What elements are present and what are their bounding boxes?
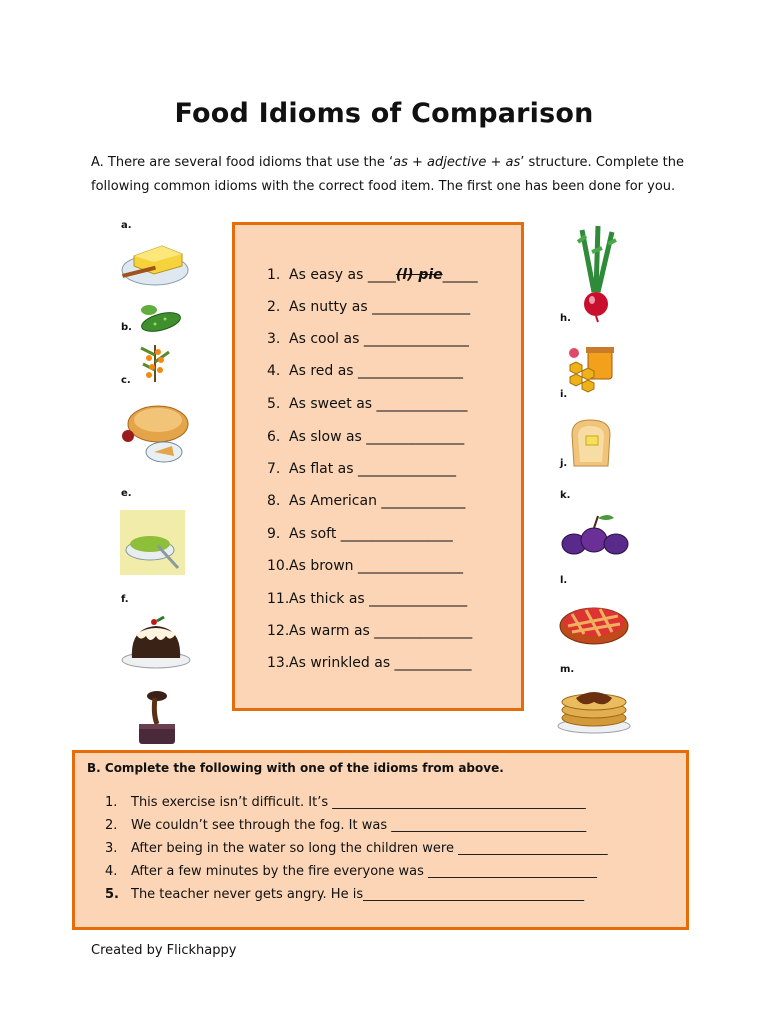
idiom-item-13: 13.As wrinkled as ___________ [267,655,472,671]
idiom-item-5: 5. As sweet as _____________ [267,396,468,412]
pie-icon [118,400,193,470]
picture-letter-b: b. [121,322,132,333]
toast-icon [568,418,614,470]
footer-credit: Created by Flickhappy [91,943,237,958]
pancakes-icon [556,684,632,734]
idiom-item-1: 1. As easy as ____(l) pie_____ [267,267,478,283]
picture-letter-j: j. [560,458,568,469]
cherry-pie-icon [558,592,630,650]
butter-icon [120,238,190,288]
idiom-item-6: 6. As slow as ______________ [267,429,465,445]
intro-text: A. There are several food idioms that use the ‘as + adjective + as’ structure. Complete the following common idioms with the correct food item. The first one has been done for you. [91,155,684,194]
picture-letter-i: i. [560,389,568,400]
sentence-item-2: 2. We couldn’t see through the fog. It was ______________________________ [105,818,587,833]
section-b-heading: B. Complete the following with one of the idioms from above. [87,761,504,775]
sentence-item-1: 1. This exercise isn’t difficult. It’s _______________________________________ [105,795,586,810]
berries-icon [135,340,175,385]
idiom-item-7: 7. As flat as ______________ [267,461,456,477]
picture-letter-m: m. [560,664,575,675]
picture-letter-c: c. [121,375,131,386]
sentence-item-4: 4. After a few minutes by the fire everyone was __________________________ [105,864,598,879]
honey-icon [566,343,616,395]
page-title: Food Idioms of Comparison [174,98,594,129]
idiom-item-3: 3. As cool as _______________ [267,331,469,347]
soup-icon [120,510,185,575]
sentence-item-3: 3. After being in the water so long the children were _______________________ [105,841,608,856]
picture-letter-a: a. [121,220,132,231]
radish-icon [568,222,622,324]
idiom-item-10: 10.As brown _______________ [267,558,463,574]
cucumber-icon [135,302,185,334]
picture-letter-f: f. [121,594,129,605]
idiom-item-2: 2. As nutty as ______________ [267,299,471,315]
plums-icon [558,510,632,558]
sentence-item-5: 5. The teacher never gets angry. He is__________________________________ [105,887,585,902]
sentences-box [72,750,689,930]
idioms-list-box [232,222,524,711]
picture-letter-e: e. [121,488,132,499]
picture-letter-k: k. [560,490,571,501]
picture-letter-h: h. [560,313,571,324]
picture-letter-l: l. [560,575,568,586]
molasses-icon [135,684,180,746]
idiom-item-4: 4. As red as _______________ [267,363,464,379]
idiom-item-9: 9. As soft ________________ [267,526,453,542]
idiom-item-8: 8. As American ____________ [267,493,466,509]
pudding-icon [120,612,192,670]
idiom-item-12: 12.As warm as ______________ [267,623,473,639]
idiom-item-11: 11.As thick as ______________ [267,591,468,607]
example-answer: (l) pie [395,267,443,283]
